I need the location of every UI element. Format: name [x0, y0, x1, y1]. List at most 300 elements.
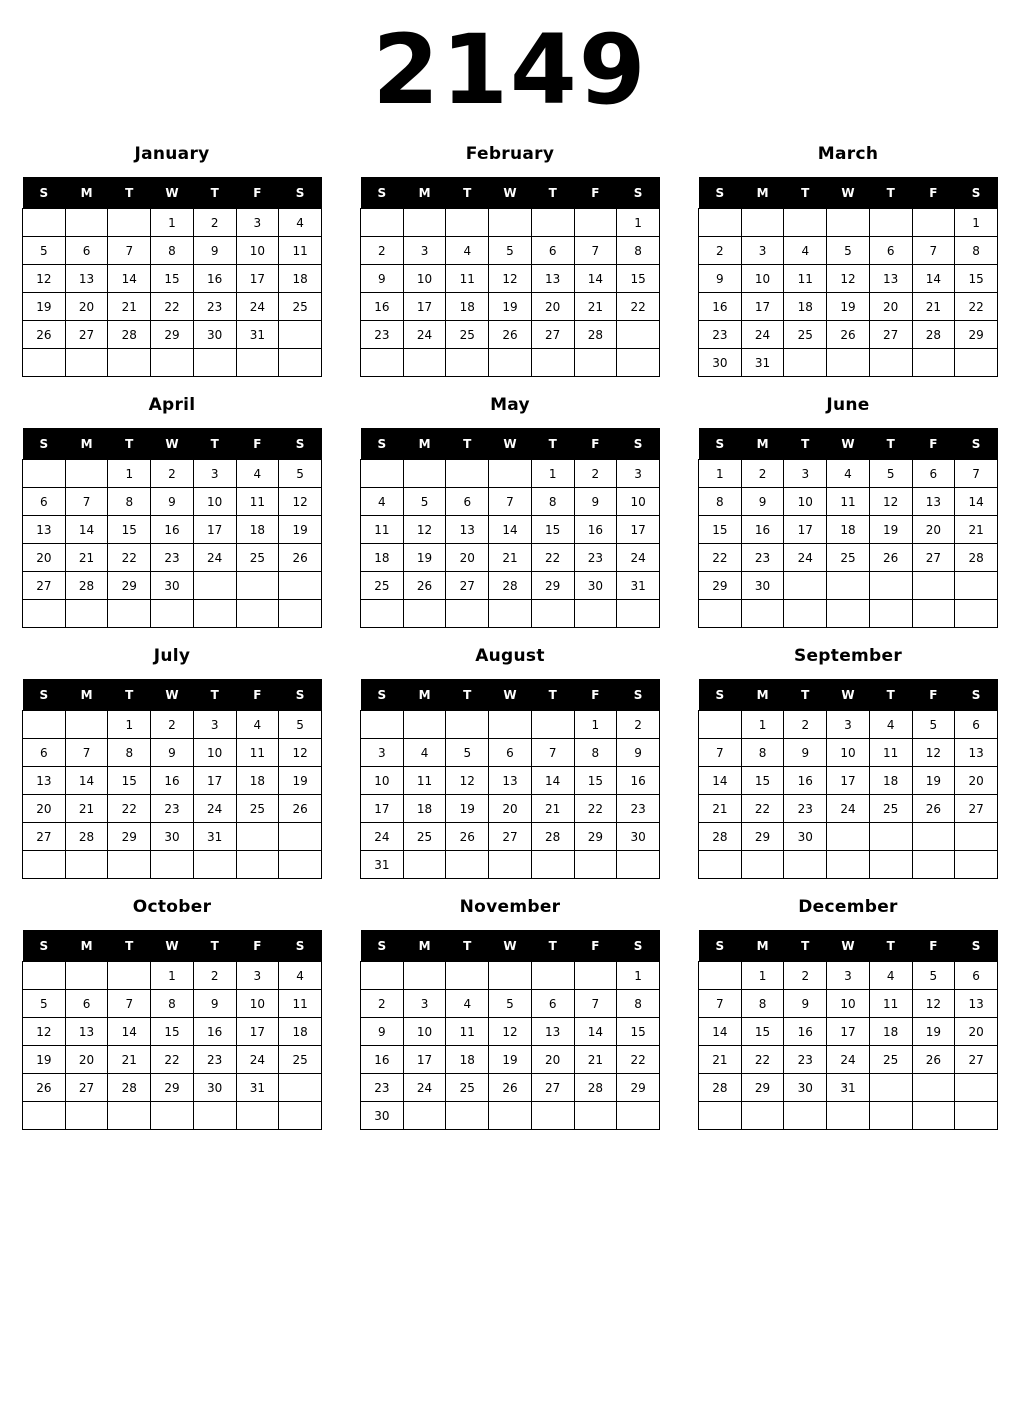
day-cell[interactable]: 10	[403, 265, 446, 293]
day-cell[interactable]: 27	[869, 321, 912, 349]
day-cell[interactable]: 21	[65, 544, 108, 572]
day-cell[interactable]: 9	[784, 739, 827, 767]
day-cell[interactable]: 29	[108, 572, 151, 600]
day-cell[interactable]: 13	[531, 1018, 574, 1046]
day-cell[interactable]: 27	[65, 1074, 108, 1102]
day-cell[interactable]: 24	[403, 1074, 446, 1102]
day-cell[interactable]: 30	[784, 1074, 827, 1102]
day-cell[interactable]: 22	[699, 544, 742, 572]
day-cell[interactable]: 12	[23, 1018, 66, 1046]
day-cell[interactable]: 24	[193, 544, 236, 572]
day-cell[interactable]: 9	[151, 488, 194, 516]
day-cell[interactable]: 11	[446, 1018, 489, 1046]
day-cell[interactable]: 6	[531, 990, 574, 1018]
day-cell[interactable]: 13	[489, 767, 532, 795]
day-cell[interactable]: 8	[617, 237, 660, 265]
day-cell[interactable]: 23	[193, 293, 236, 321]
day-cell[interactable]: 18	[361, 544, 404, 572]
day-cell[interactable]: 31	[741, 349, 784, 377]
day-cell[interactable]: 27	[531, 1074, 574, 1102]
day-cell[interactable]: 24	[236, 293, 279, 321]
day-cell[interactable]: 15	[617, 265, 660, 293]
day-cell[interactable]: 22	[108, 795, 151, 823]
day-cell[interactable]: 5	[23, 237, 66, 265]
day-cell[interactable]: 10	[236, 237, 279, 265]
day-cell[interactable]: 11	[279, 237, 322, 265]
day-cell[interactable]: 20	[23, 795, 66, 823]
day-cell[interactable]: 20	[912, 516, 955, 544]
day-cell[interactable]: 30	[699, 349, 742, 377]
day-cell[interactable]: 22	[151, 293, 194, 321]
day-cell[interactable]: 19	[912, 767, 955, 795]
day-cell[interactable]: 17	[827, 1018, 870, 1046]
day-cell[interactable]: 4	[869, 962, 912, 990]
day-cell[interactable]: 27	[446, 572, 489, 600]
day-cell[interactable]: 1	[617, 962, 660, 990]
day-cell[interactable]: 28	[574, 1074, 617, 1102]
day-cell[interactable]: 2	[151, 711, 194, 739]
day-cell[interactable]: 15	[955, 265, 998, 293]
day-cell[interactable]: 13	[23, 516, 66, 544]
day-cell[interactable]: 16	[361, 1046, 404, 1074]
day-cell[interactable]: 22	[617, 293, 660, 321]
day-cell[interactable]: 4	[446, 237, 489, 265]
day-cell[interactable]: 11	[403, 767, 446, 795]
day-cell[interactable]: 17	[741, 293, 784, 321]
day-cell[interactable]: 27	[912, 544, 955, 572]
day-cell[interactable]: 20	[23, 544, 66, 572]
day-cell[interactable]: 19	[489, 1046, 532, 1074]
day-cell[interactable]: 8	[531, 488, 574, 516]
day-cell[interactable]: 17	[193, 516, 236, 544]
day-cell[interactable]: 31	[236, 1074, 279, 1102]
day-cell[interactable]: 10	[193, 488, 236, 516]
day-cell[interactable]: 24	[741, 321, 784, 349]
day-cell[interactable]: 28	[955, 544, 998, 572]
day-cell[interactable]: 28	[699, 1074, 742, 1102]
day-cell[interactable]: 16	[151, 767, 194, 795]
day-cell[interactable]: 7	[108, 237, 151, 265]
day-cell[interactable]: 29	[741, 823, 784, 851]
day-cell[interactable]: 3	[617, 460, 660, 488]
day-cell[interactable]: 9	[361, 1018, 404, 1046]
day-cell[interactable]: 9	[193, 990, 236, 1018]
day-cell[interactable]: 18	[827, 516, 870, 544]
day-cell[interactable]: 13	[912, 488, 955, 516]
day-cell[interactable]: 2	[617, 711, 660, 739]
day-cell[interactable]: 26	[279, 795, 322, 823]
day-cell[interactable]: 8	[617, 990, 660, 1018]
day-cell[interactable]: 27	[489, 823, 532, 851]
day-cell[interactable]: 20	[65, 1046, 108, 1074]
day-cell[interactable]: 3	[827, 711, 870, 739]
day-cell[interactable]: 26	[279, 544, 322, 572]
day-cell[interactable]: 22	[955, 293, 998, 321]
day-cell[interactable]: 3	[193, 460, 236, 488]
day-cell[interactable]: 16	[151, 516, 194, 544]
day-cell[interactable]: 9	[574, 488, 617, 516]
day-cell[interactable]: 21	[531, 795, 574, 823]
day-cell[interactable]: 2	[699, 237, 742, 265]
day-cell[interactable]: 8	[741, 739, 784, 767]
day-cell[interactable]: 26	[912, 795, 955, 823]
day-cell[interactable]: 8	[699, 488, 742, 516]
day-cell[interactable]: 12	[279, 739, 322, 767]
day-cell[interactable]: 27	[65, 321, 108, 349]
day-cell[interactable]: 28	[699, 823, 742, 851]
day-cell[interactable]: 18	[279, 1018, 322, 1046]
day-cell[interactable]: 6	[531, 237, 574, 265]
day-cell[interactable]: 17	[784, 516, 827, 544]
day-cell[interactable]: 30	[617, 823, 660, 851]
day-cell[interactable]: 15	[151, 265, 194, 293]
day-cell[interactable]: 11	[869, 739, 912, 767]
day-cell[interactable]: 25	[279, 1046, 322, 1074]
day-cell[interactable]: 2	[784, 711, 827, 739]
day-cell[interactable]: 4	[279, 962, 322, 990]
day-cell[interactable]: 5	[912, 711, 955, 739]
day-cell[interactable]: 9	[699, 265, 742, 293]
day-cell[interactable]: 28	[912, 321, 955, 349]
day-cell[interactable]: 15	[531, 516, 574, 544]
day-cell[interactable]: 5	[403, 488, 446, 516]
day-cell[interactable]: 12	[912, 739, 955, 767]
day-cell[interactable]: 3	[236, 209, 279, 237]
day-cell[interactable]: 11	[361, 516, 404, 544]
day-cell[interactable]: 23	[151, 795, 194, 823]
day-cell[interactable]: 5	[279, 711, 322, 739]
day-cell[interactable]: 23	[784, 795, 827, 823]
day-cell[interactable]: 16	[784, 767, 827, 795]
day-cell[interactable]: 14	[108, 1018, 151, 1046]
day-cell[interactable]: 9	[193, 237, 236, 265]
day-cell[interactable]: 8	[151, 237, 194, 265]
day-cell[interactable]: 27	[23, 572, 66, 600]
day-cell[interactable]: 3	[236, 962, 279, 990]
day-cell[interactable]: 8	[108, 488, 151, 516]
day-cell[interactable]: 28	[65, 572, 108, 600]
day-cell[interactable]: 17	[236, 265, 279, 293]
day-cell[interactable]: 19	[403, 544, 446, 572]
day-cell[interactable]: 9	[617, 739, 660, 767]
day-cell[interactable]: 10	[827, 990, 870, 1018]
day-cell[interactable]: 6	[955, 711, 998, 739]
day-cell[interactable]: 10	[617, 488, 660, 516]
day-cell[interactable]: 19	[869, 516, 912, 544]
day-cell[interactable]: 20	[531, 1046, 574, 1074]
day-cell[interactable]: 26	[869, 544, 912, 572]
day-cell[interactable]: 29	[531, 572, 574, 600]
day-cell[interactable]: 7	[108, 990, 151, 1018]
day-cell[interactable]: 26	[489, 321, 532, 349]
day-cell[interactable]: 24	[827, 795, 870, 823]
day-cell[interactable]: 16	[784, 1018, 827, 1046]
day-cell[interactable]: 24	[236, 1046, 279, 1074]
day-cell[interactable]: 14	[65, 516, 108, 544]
day-cell[interactable]: 18	[869, 1018, 912, 1046]
day-cell[interactable]: 12	[869, 488, 912, 516]
day-cell[interactable]: 28	[489, 572, 532, 600]
day-cell[interactable]: 6	[23, 488, 66, 516]
day-cell[interactable]: 3	[403, 990, 446, 1018]
day-cell[interactable]: 2	[193, 209, 236, 237]
day-cell[interactable]: 22	[151, 1046, 194, 1074]
day-cell[interactable]: 7	[65, 488, 108, 516]
day-cell[interactable]: 8	[741, 990, 784, 1018]
day-cell[interactable]: 31	[617, 572, 660, 600]
day-cell[interactable]: 27	[531, 321, 574, 349]
day-cell[interactable]: 8	[574, 739, 617, 767]
day-cell[interactable]: 12	[912, 990, 955, 1018]
day-cell[interactable]: 21	[699, 795, 742, 823]
day-cell[interactable]: 29	[151, 321, 194, 349]
day-cell[interactable]: 29	[955, 321, 998, 349]
day-cell[interactable]: 29	[741, 1074, 784, 1102]
day-cell[interactable]: 25	[446, 1074, 489, 1102]
day-cell[interactable]: 13	[65, 1018, 108, 1046]
day-cell[interactable]: 3	[784, 460, 827, 488]
day-cell[interactable]: 14	[699, 767, 742, 795]
day-cell[interactable]: 23	[617, 795, 660, 823]
day-cell[interactable]: 25	[279, 293, 322, 321]
day-cell[interactable]: 7	[65, 739, 108, 767]
day-cell[interactable]: 13	[23, 767, 66, 795]
day-cell[interactable]: 13	[446, 516, 489, 544]
day-cell[interactable]: 29	[108, 823, 151, 851]
day-cell[interactable]: 31	[361, 851, 404, 879]
day-cell[interactable]: 1	[108, 460, 151, 488]
day-cell[interactable]: 24	[827, 1046, 870, 1074]
day-cell[interactable]: 30	[741, 572, 784, 600]
day-cell[interactable]: 14	[912, 265, 955, 293]
day-cell[interactable]: 26	[403, 572, 446, 600]
day-cell[interactable]: 14	[108, 265, 151, 293]
day-cell[interactable]: 23	[699, 321, 742, 349]
day-cell[interactable]: 19	[23, 1046, 66, 1074]
day-cell[interactable]: 6	[65, 237, 108, 265]
day-cell[interactable]: 31	[827, 1074, 870, 1102]
day-cell[interactable]: 19	[489, 293, 532, 321]
day-cell[interactable]: 18	[446, 1046, 489, 1074]
day-cell[interactable]: 7	[489, 488, 532, 516]
day-cell[interactable]: 26	[23, 1074, 66, 1102]
day-cell[interactable]: 26	[446, 823, 489, 851]
day-cell[interactable]: 22	[574, 795, 617, 823]
day-cell[interactable]: 4	[403, 739, 446, 767]
day-cell[interactable]: 3	[361, 739, 404, 767]
day-cell[interactable]: 19	[446, 795, 489, 823]
day-cell[interactable]: 1	[955, 209, 998, 237]
day-cell[interactable]: 14	[65, 767, 108, 795]
day-cell[interactable]: 12	[446, 767, 489, 795]
day-cell[interactable]: 14	[955, 488, 998, 516]
day-cell[interactable]: 3	[193, 711, 236, 739]
day-cell[interactable]: 20	[446, 544, 489, 572]
day-cell[interactable]: 15	[108, 767, 151, 795]
day-cell[interactable]: 1	[531, 460, 574, 488]
day-cell[interactable]: 30	[784, 823, 827, 851]
day-cell[interactable]: 30	[193, 1074, 236, 1102]
day-cell[interactable]: 24	[617, 544, 660, 572]
day-cell[interactable]: 12	[827, 265, 870, 293]
day-cell[interactable]: 4	[361, 488, 404, 516]
day-cell[interactable]: 14	[574, 1018, 617, 1046]
day-cell[interactable]: 21	[912, 293, 955, 321]
day-cell[interactable]: 21	[108, 293, 151, 321]
day-cell[interactable]: 28	[574, 321, 617, 349]
day-cell[interactable]: 11	[236, 488, 279, 516]
day-cell[interactable]: 30	[151, 572, 194, 600]
day-cell[interactable]: 25	[869, 1046, 912, 1074]
day-cell[interactable]: 4	[827, 460, 870, 488]
day-cell[interactable]: 10	[236, 990, 279, 1018]
day-cell[interactable]: 11	[869, 990, 912, 1018]
day-cell[interactable]: 15	[574, 767, 617, 795]
day-cell[interactable]: 16	[741, 516, 784, 544]
day-cell[interactable]: 2	[574, 460, 617, 488]
day-cell[interactable]: 28	[531, 823, 574, 851]
day-cell[interactable]: 17	[236, 1018, 279, 1046]
day-cell[interactable]: 23	[361, 321, 404, 349]
day-cell[interactable]: 15	[108, 516, 151, 544]
day-cell[interactable]: 29	[617, 1074, 660, 1102]
day-cell[interactable]: 13	[531, 265, 574, 293]
day-cell[interactable]: 23	[361, 1074, 404, 1102]
day-cell[interactable]: 9	[784, 990, 827, 1018]
day-cell[interactable]: 21	[699, 1046, 742, 1074]
day-cell[interactable]: 3	[403, 237, 446, 265]
day-cell[interactable]: 25	[869, 795, 912, 823]
day-cell[interactable]: 7	[574, 990, 617, 1018]
day-cell[interactable]: 5	[827, 237, 870, 265]
day-cell[interactable]: 27	[23, 823, 66, 851]
day-cell[interactable]: 11	[236, 739, 279, 767]
day-cell[interactable]: 13	[869, 265, 912, 293]
day-cell[interactable]: 17	[403, 1046, 446, 1074]
day-cell[interactable]: 4	[279, 209, 322, 237]
day-cell[interactable]: 18	[279, 265, 322, 293]
day-cell[interactable]: 5	[869, 460, 912, 488]
day-cell[interactable]: 19	[279, 767, 322, 795]
day-cell[interactable]: 4	[869, 711, 912, 739]
day-cell[interactable]: 23	[574, 544, 617, 572]
day-cell[interactable]: 18	[236, 767, 279, 795]
day-cell[interactable]: 21	[955, 516, 998, 544]
day-cell[interactable]: 2	[784, 962, 827, 990]
day-cell[interactable]: 16	[193, 265, 236, 293]
day-cell[interactable]: 5	[446, 739, 489, 767]
day-cell[interactable]: 22	[741, 795, 784, 823]
day-cell[interactable]: 1	[741, 962, 784, 990]
day-cell[interactable]: 23	[151, 544, 194, 572]
day-cell[interactable]: 12	[489, 1018, 532, 1046]
day-cell[interactable]: 10	[827, 739, 870, 767]
day-cell[interactable]: 4	[784, 237, 827, 265]
day-cell[interactable]: 19	[279, 516, 322, 544]
day-cell[interactable]: 6	[446, 488, 489, 516]
day-cell[interactable]: 22	[108, 544, 151, 572]
day-cell[interactable]: 21	[65, 795, 108, 823]
day-cell[interactable]: 10	[361, 767, 404, 795]
day-cell[interactable]: 18	[446, 293, 489, 321]
day-cell[interactable]: 28	[108, 321, 151, 349]
day-cell[interactable]: 24	[403, 321, 446, 349]
day-cell[interactable]: 18	[236, 516, 279, 544]
day-cell[interactable]: 20	[531, 293, 574, 321]
day-cell[interactable]: 25	[784, 321, 827, 349]
day-cell[interactable]: 27	[955, 1046, 998, 1074]
day-cell[interactable]: 25	[236, 795, 279, 823]
day-cell[interactable]: 25	[403, 823, 446, 851]
day-cell[interactable]: 12	[23, 265, 66, 293]
day-cell[interactable]: 23	[741, 544, 784, 572]
day-cell[interactable]: 14	[699, 1018, 742, 1046]
day-cell[interactable]: 14	[531, 767, 574, 795]
day-cell[interactable]: 9	[361, 265, 404, 293]
day-cell[interactable]: 3	[827, 962, 870, 990]
day-cell[interactable]: 21	[574, 1046, 617, 1074]
day-cell[interactable]: 5	[279, 460, 322, 488]
day-cell[interactable]: 7	[699, 990, 742, 1018]
day-cell[interactable]: 24	[784, 544, 827, 572]
day-cell[interactable]: 6	[489, 739, 532, 767]
day-cell[interactable]: 19	[912, 1018, 955, 1046]
day-cell[interactable]: 5	[912, 962, 955, 990]
day-cell[interactable]: 13	[955, 739, 998, 767]
day-cell[interactable]: 2	[741, 460, 784, 488]
day-cell[interactable]: 10	[193, 739, 236, 767]
day-cell[interactable]: 25	[827, 544, 870, 572]
day-cell[interactable]: 6	[23, 739, 66, 767]
day-cell[interactable]: 2	[361, 237, 404, 265]
day-cell[interactable]: 12	[489, 265, 532, 293]
day-cell[interactable]: 23	[784, 1046, 827, 1074]
day-cell[interactable]: 7	[574, 237, 617, 265]
day-cell[interactable]: 31	[236, 321, 279, 349]
day-cell[interactable]: 3	[741, 237, 784, 265]
day-cell[interactable]: 8	[151, 990, 194, 1018]
day-cell[interactable]: 30	[151, 823, 194, 851]
day-cell[interactable]: 17	[361, 795, 404, 823]
day-cell[interactable]: 1	[151, 209, 194, 237]
day-cell[interactable]: 19	[827, 293, 870, 321]
day-cell[interactable]: 12	[279, 488, 322, 516]
day-cell[interactable]: 18	[403, 795, 446, 823]
day-cell[interactable]: 7	[955, 460, 998, 488]
day-cell[interactable]: 11	[446, 265, 489, 293]
day-cell[interactable]: 20	[955, 767, 998, 795]
day-cell[interactable]: 2	[361, 990, 404, 1018]
day-cell[interactable]: 14	[489, 516, 532, 544]
day-cell[interactable]: 28	[65, 823, 108, 851]
day-cell[interactable]: 25	[236, 544, 279, 572]
day-cell[interactable]: 14	[574, 265, 617, 293]
day-cell[interactable]: 15	[741, 1018, 784, 1046]
day-cell[interactable]: 9	[151, 739, 194, 767]
day-cell[interactable]: 18	[869, 767, 912, 795]
day-cell[interactable]: 30	[193, 321, 236, 349]
day-cell[interactable]: 11	[827, 488, 870, 516]
day-cell[interactable]: 29	[574, 823, 617, 851]
day-cell[interactable]: 16	[193, 1018, 236, 1046]
day-cell[interactable]: 9	[741, 488, 784, 516]
day-cell[interactable]: 1	[741, 711, 784, 739]
day-cell[interactable]: 26	[912, 1046, 955, 1074]
day-cell[interactable]: 12	[403, 516, 446, 544]
day-cell[interactable]: 1	[108, 711, 151, 739]
day-cell[interactable]: 6	[869, 237, 912, 265]
day-cell[interactable]: 4	[236, 711, 279, 739]
